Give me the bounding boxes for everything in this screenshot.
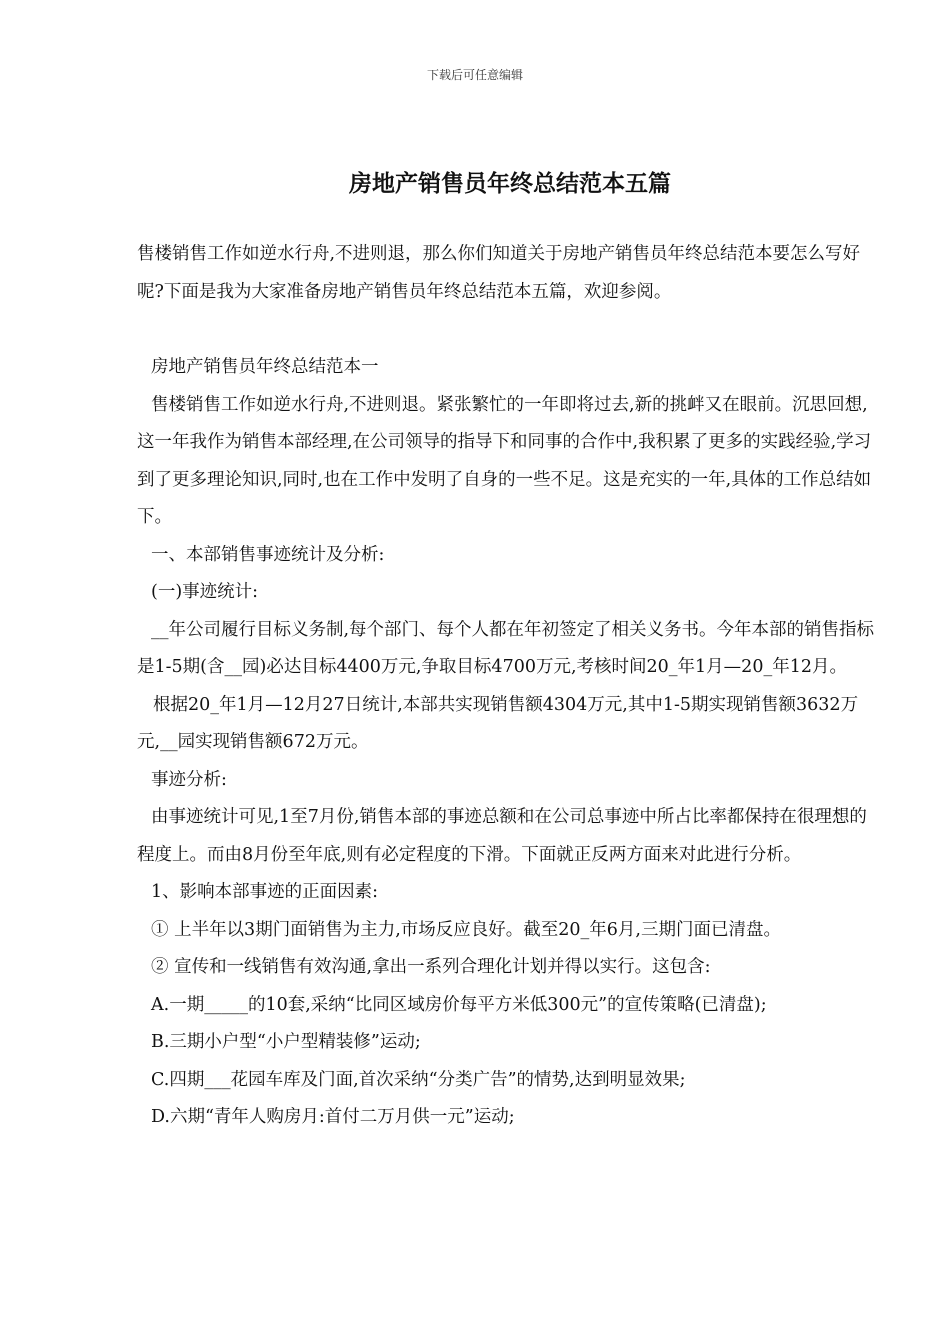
body-paragraph: D.六期“青年人购房月:首付二万月供一元”运动; [151, 1107, 515, 1127]
section-heading: 房地产销售员年终总结范本一 [151, 357, 379, 377]
body-paragraph: B.三期小户型“小户型精装修”运动; [151, 1032, 421, 1052]
paragraph-gap [137, 311, 883, 349]
document-body [137, 236, 883, 1137]
document-title: 房地产销售员年终总结范本五篇 [349, 171, 671, 198]
body-paragraph: ② 宣传和一线销售有效沟通,拿出一系列合理化计划并得以实行。这包含: [151, 957, 711, 977]
body-paragraph: C.四期___花园车库及门面,首次采纳“分类广告”的情势,达到明显效果; [151, 1069, 686, 1090]
header-note: 下载后可任意编辑 [426, 68, 523, 82]
body-paragraph: 一、本部销售事迹统计及分析: [151, 544, 385, 565]
body-paragraph: 根据20_年1月—12月27日统计,本部共实现销售额4304万元,其中1-5期实现销售额3632万元,__园实现销售额672万元。 [137, 694, 859, 752]
body-paragraph: __年公司履行目标义务制,每个部门、每个人都在年初签定了相关义务书。今年本部的销售指标是1-5期(含__园)必达目标4400万元,争取目标4700万元,考核时间20_年1月—20_年12月。 [137, 619, 875, 677]
body-paragraph: 由事迹统计可见,1至7月份,销售本部的事迹总额和在公司总事迹中所占比率都保持在很理想的程度上。而由8月份至年底,则有必定程度的下滑。下面就正反两方面来对此进行分析。 [137, 807, 867, 865]
body-paragraph: A.一期_____的10套,采纳“比同区域房价每平方米低300元”的宣传策略(已清盘); [151, 994, 767, 1015]
intro-paragraph: 售楼销售工作如逆水行舟,不进则退，那么你们知道关于房地产销售员年终总结范本要怎么写好呢?下面是我为大家准备房地产销售员年终总结范本五篇，欢迎参阅。 [137, 244, 861, 302]
body-paragraph: (一)事迹统计: [151, 582, 259, 602]
body-paragraph: 1、影响本部事迹的正面因素: [151, 882, 379, 902]
body-paragraph: ① 上半年以3期门面销售为主力,市场反应良好。截至20_年6月,三期门面已清盘。 [151, 919, 781, 940]
body-paragraph: 事迹分析: [151, 769, 227, 790]
body-paragraph: 售楼销售工作如逆水行舟,不进则退。紧张繁忙的一年即将过去,新的挑衅又在眼前。沉思回想,这一年我作为销售本部经理,在公司领导的指导下和同事的合作中,我积累了更多的实践经验,学习到了更多理论知识,同时,也在工作中发明了自身的一些不足。这是充实的一年,具体的工作总结如下。 [137, 394, 872, 527]
